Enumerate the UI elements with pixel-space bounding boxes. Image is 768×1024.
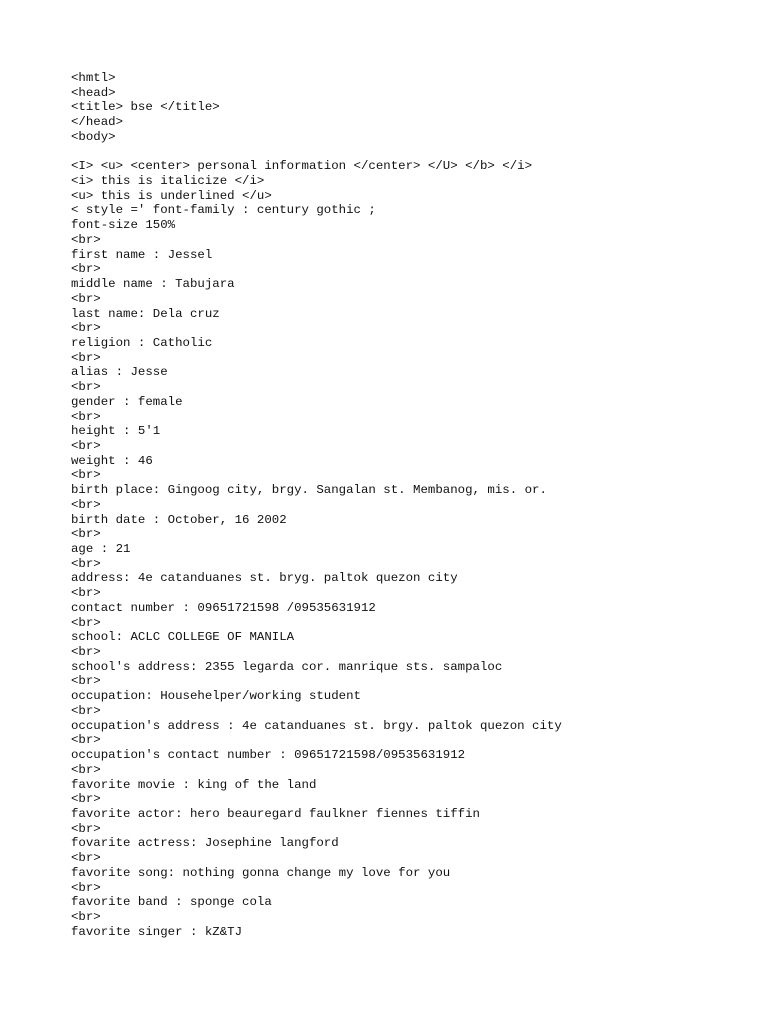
code-line: <br> bbox=[71, 321, 101, 336]
code-line: <br> bbox=[71, 380, 101, 395]
code-line: <br> bbox=[71, 880, 101, 895]
code-line: <br> bbox=[71, 527, 101, 542]
code-line: <br> bbox=[71, 232, 101, 247]
code-line: < style =' font-family : century gothic ; bbox=[71, 203, 376, 218]
code-line: <head> bbox=[71, 85, 116, 100]
code-line: <br> bbox=[71, 291, 101, 306]
code-line: <br> bbox=[71, 851, 101, 866]
code-line: <br> bbox=[71, 703, 101, 718]
code-line: <u> this is underlined </u> bbox=[71, 188, 272, 203]
code-line: <br> bbox=[71, 556, 101, 571]
code-line: <br> bbox=[71, 497, 101, 512]
code-line: favorite song: nothing gonna change my love for you bbox=[71, 865, 451, 880]
code-line bbox=[71, 954, 748, 969]
code-line: </head> bbox=[71, 115, 124, 130]
document-text bbox=[71, 71, 748, 969]
code-line: height : 5'1 bbox=[71, 424, 161, 439]
code-line: favorite singer : kZ&TJ bbox=[71, 924, 243, 939]
head-section bbox=[71, 71, 748, 145]
code-line: weight : 46 bbox=[71, 453, 153, 468]
code-line: birth date : October, 16 2002 bbox=[71, 512, 287, 527]
code-line: birth place: Gingoog city, brgy. Sangalan st. Membanog, mis. or. bbox=[71, 483, 547, 498]
code-line: font-size 150% bbox=[71, 218, 176, 233]
code-line: <br> bbox=[71, 733, 101, 748]
code-line: <br> bbox=[71, 792, 101, 807]
code-line: contact number : 09651721598 /09535631912 bbox=[71, 600, 376, 615]
code-line: <br> bbox=[71, 762, 101, 777]
code-line: <hmtl> bbox=[71, 71, 116, 85]
code-line: middle name : Tabujara bbox=[71, 277, 235, 292]
code-line: <br> bbox=[71, 821, 101, 836]
code-line: favorite actor: hero beauregard faulkner fiennes tiffin bbox=[71, 806, 480, 821]
code-line: <br> bbox=[71, 615, 101, 630]
code-line: <br> bbox=[71, 645, 101, 660]
code-line: <br> bbox=[71, 350, 101, 365]
code-line: occupation's address : 4e catanduanes st. brgy. paltok quezon city bbox=[71, 718, 562, 733]
code-line: fovarite actress: Josephine langford bbox=[71, 836, 339, 851]
code-line: <br> bbox=[71, 468, 101, 483]
code-line: school's address: 2355 legarda cor. manrique sts. sampaloc bbox=[71, 659, 503, 674]
code-line: occupation: Househelper/working student bbox=[71, 689, 361, 704]
code-line: <I> <u> <center> personal information </center> </U> </b> </i> bbox=[71, 159, 533, 174]
code-line: favorite movie : king of the land bbox=[71, 777, 317, 792]
code-line: <br> bbox=[71, 262, 101, 277]
code-line: occupation's contact number : 09651721598/09535631912 bbox=[71, 748, 466, 763]
code-line: gender : female bbox=[71, 394, 183, 409]
code-line: <br> bbox=[71, 409, 101, 424]
body-section bbox=[71, 159, 748, 969]
code-line: religion : Catholic bbox=[71, 335, 213, 350]
code-line: alias : Jesse bbox=[71, 365, 168, 380]
code-line: school: ACLC COLLEGE OF MANILA bbox=[71, 630, 295, 645]
code-line: address: 4e catanduanes st. bryg. paltok quezon city bbox=[71, 571, 458, 586]
code-line: <br> bbox=[71, 586, 101, 601]
code-line: <i> this is italicize </i> bbox=[71, 174, 265, 189]
code-line: <br> bbox=[71, 438, 101, 453]
code-line: <br> bbox=[71, 674, 101, 689]
code-line: <br> bbox=[71, 909, 101, 924]
code-line: age : 21 bbox=[71, 542, 131, 556]
code-line: <title> bse </title> bbox=[71, 100, 220, 115]
code-line: <body> bbox=[71, 129, 116, 144]
code-line bbox=[71, 939, 748, 954]
code-line: first name : Jessel bbox=[71, 247, 213, 262]
code-line: favorite band : sponge cola bbox=[71, 895, 272, 910]
code-line: last name: Dela cruz bbox=[71, 306, 220, 321]
blank-line bbox=[71, 145, 748, 160]
